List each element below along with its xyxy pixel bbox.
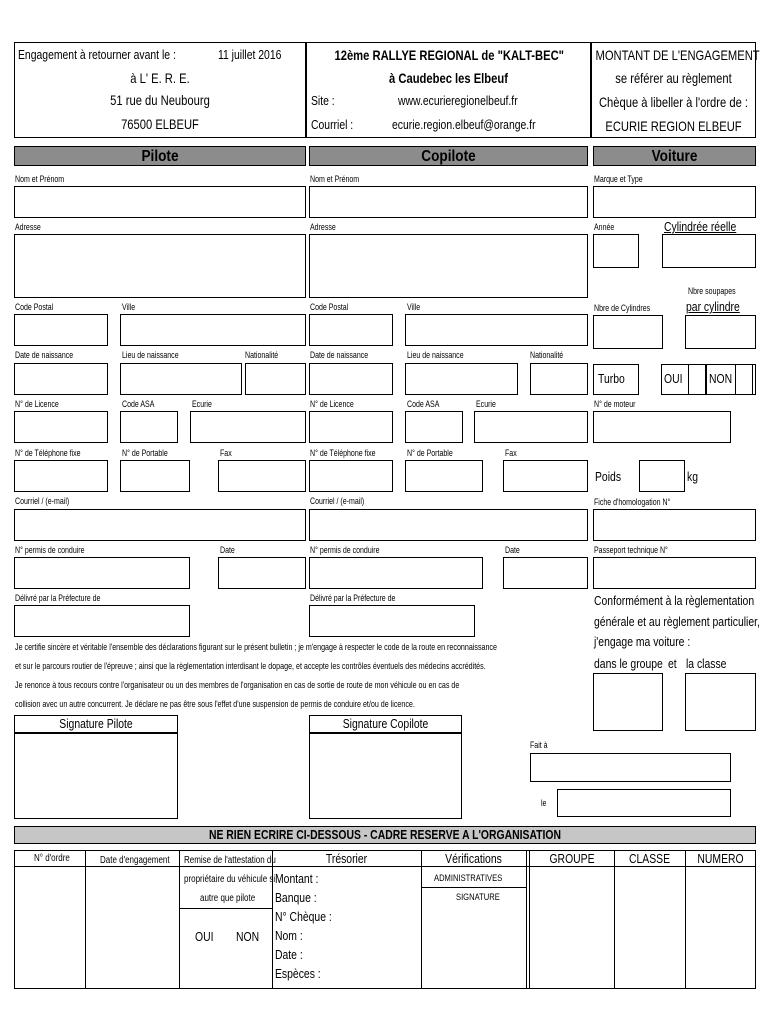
passeport-field[interactable] — [593, 557, 756, 589]
org-table — [14, 850, 756, 989]
certification-line-3: Je renonce à tous recours contre l'organisateur ou un des membres de l'organisation en cas de sortie de route de mon véhicule ou en cas de — [15, 680, 460, 691]
org-col-sep — [421, 850, 422, 989]
pilote-courriel-field[interactable] — [14, 509, 306, 541]
copilote-ecurie-label: Ecurie — [476, 399, 496, 409]
copilote-lieu-field[interactable] — [405, 363, 518, 395]
copilote-courriel-label: Courriel / (e-mail) — [310, 496, 365, 506]
org-banque: Banque : — [275, 890, 317, 905]
pilote-permis-field[interactable] — [14, 557, 190, 589]
copilote-nom-label: Nom et Prénom — [310, 174, 360, 184]
org-col-groupe: GROUPE — [549, 851, 595, 866]
pilote-nom-field[interactable] — [14, 186, 306, 218]
signature-copilote-field[interactable] — [309, 733, 462, 819]
marque-label: Marque et Type — [594, 174, 643, 184]
marque-field[interactable] — [593, 186, 756, 218]
copilote-naissance-label: Date de naissance — [310, 350, 369, 360]
org-col-remise-3: autre que pilote — [200, 893, 256, 904]
org-col-ordre: N° d'ordre — [34, 853, 70, 864]
classe-label: la classe — [686, 656, 727, 671]
signature-pilote-title: Signature Pilote — [59, 716, 133, 731]
org-remise-oui: OUI — [195, 929, 214, 944]
certification-line-2: et sur le parcours routier de l'épreuve ; ainsi que la règlementation interdisant le dopage, et accepte les contrôles éventuels des médecins accrédités. — [15, 661, 486, 672]
copilote-permis-field[interactable] — [309, 557, 483, 589]
pilote-ecurie-field[interactable] — [190, 411, 306, 443]
signature-copilote-title: Signature Copilote — [342, 716, 429, 731]
moteur-label: N° de moteur — [594, 399, 636, 409]
copilote-naissance-field[interactable] — [309, 363, 393, 395]
org-col-remise-2: propriétaire du véhicule si — [184, 874, 276, 885]
section-pilote: Pilote — [14, 146, 306, 166]
signature-pilote-field[interactable] — [14, 733, 178, 819]
kg-label: kg — [687, 469, 698, 484]
copilote-ville-field[interactable] — [405, 314, 588, 346]
section-copilote: Copilote — [309, 146, 588, 166]
org-col-verif: Vérifications — [445, 851, 502, 866]
copilote-adresse-label: Adresse — [310, 222, 336, 232]
turbo-label: Turbo — [598, 371, 625, 386]
turbo-non-checkbox[interactable] — [735, 364, 753, 395]
org-col-sep — [614, 850, 615, 989]
soupapes-label-2: par cylindre — [686, 299, 740, 314]
header-deadline-date: 11 juillet 2016 — [218, 47, 282, 62]
copilote-permis-date-label: Date — [505, 545, 520, 555]
turbo-oui-checkbox[interactable] — [688, 364, 706, 395]
email-link[interactable]: ecurie.region.elbeuf@orange.fr — [392, 117, 536, 132]
pilote-portable-label: N° de Portable — [122, 448, 168, 458]
section-voiture: Voiture — [593, 146, 756, 166]
org-date: Date : — [275, 947, 303, 962]
pilote-adresse-label: Adresse — [15, 222, 41, 232]
org-verif-signature: SIGNATURE — [456, 892, 500, 903]
annee-field[interactable] — [593, 234, 639, 268]
header-street: 51 rue du Neubourg — [110, 92, 210, 108]
pilote-tel-label: N° de Téléphone fixe — [15, 448, 81, 458]
cylindree-field[interactable] — [662, 234, 756, 268]
site-url-link[interactable]: www.ecurieregionelbeuf.fr — [398, 93, 518, 108]
pilote-naissance-field[interactable] — [14, 363, 108, 395]
org-col-sep — [685, 850, 686, 989]
org-admin-line — [421, 887, 526, 888]
pilote-permis-date-label: Date — [220, 545, 235, 555]
copilote-nationalite-label: Nationalité — [530, 350, 564, 360]
pilote-adresse-field[interactable] — [14, 234, 306, 298]
fee-payee: ECURIE REGION ELBEUF — [605, 118, 742, 134]
copilote-licence-field[interactable] — [309, 411, 393, 443]
copilote-fax-label: Fax — [505, 448, 517, 458]
copilote-ecurie-field[interactable] — [474, 411, 588, 443]
pilote-nationalite-label: Nationalité — [245, 350, 279, 360]
header-deadline-label: Engagement à retourner avant le : — [18, 47, 176, 62]
header-city: 76500 ELBEUF — [121, 116, 199, 132]
copilote-lieu-label: Lieu de naissance — [407, 350, 464, 360]
nb-cylindres-label: Nbre de Cylindres — [594, 303, 651, 313]
copilote-adresse-field[interactable] — [309, 234, 588, 298]
certification-line-1: Je certifie sincère et véritable l'ensemble des déclarations figurant sur le présent bulletin ; je m'engage à respecter le code de la route en reconnaissance — [15, 642, 497, 653]
soupapes-field[interactable] — [685, 315, 756, 349]
passeport-label: Passeport technique N° — [594, 545, 668, 555]
org-remise-non: NON — [236, 929, 260, 944]
org-col-numero: NUMERO — [697, 851, 744, 866]
pilote-ville-label: Ville — [122, 302, 136, 312]
annee-label: Année — [594, 222, 615, 232]
copilote-ville-label: Ville — [407, 302, 421, 312]
copilote-portable-label: N° de Portable — [407, 448, 453, 458]
cylindree-label: Cylindrée réelle — [664, 219, 737, 234]
org-col-classe: CLASSE — [628, 851, 671, 866]
pilote-nom-label: Nom et Prénom — [15, 174, 65, 184]
groupe-field[interactable] — [593, 673, 663, 731]
pilote-lieu-label: Lieu de naissance — [122, 350, 179, 360]
pilote-lieu-field[interactable] — [120, 363, 242, 395]
fee-rules-note: se référer au règlement — [615, 70, 732, 86]
org-remise-line — [179, 908, 272, 909]
copilote-tel-label: N° de Téléphone fixe — [310, 448, 376, 458]
date-field[interactable] — [557, 789, 731, 817]
copilote-nationalite-field[interactable] — [530, 363, 588, 395]
pilote-prefecture-label: Délivré par la Préfecture de — [15, 593, 101, 603]
pilote-tel-field[interactable] — [14, 460, 108, 492]
pilote-permis-date-field[interactable] — [218, 557, 306, 589]
copilote-courriel-field[interactable] — [309, 509, 588, 541]
org-col-tresorier: Trésorier — [325, 851, 368, 866]
pilote-asa-field[interactable] — [120, 411, 178, 443]
pilote-courriel-label: Courriel / (e-mail) — [15, 496, 70, 506]
org-col-sep — [526, 850, 527, 989]
copilote-fax-field[interactable] — [503, 460, 588, 492]
org-col-sep — [529, 850, 530, 989]
copilote-tel-field[interactable] — [309, 460, 393, 492]
pilote-nationalite-field[interactable] — [245, 363, 306, 395]
copilote-asa-field[interactable] — [405, 411, 463, 443]
fait-a-field[interactable] — [530, 753, 731, 782]
fee-title: MONTANT DE L'ENGAGEMENT — [595, 47, 760, 63]
homologation-field[interactable] — [593, 509, 756, 541]
copilote-nom-field[interactable] — [309, 186, 588, 218]
org-verif-admin: ADMINISTRATIVES — [434, 873, 503, 884]
copilote-permis-date-field[interactable] — [503, 557, 588, 589]
pilote-prefecture-field[interactable] — [14, 605, 190, 637]
poids-label: Poids — [595, 469, 622, 484]
pilote-licence-field[interactable] — [14, 411, 108, 443]
moteur-field[interactable] — [593, 411, 731, 443]
homologation-label: Fiche d'homologation N° — [594, 497, 671, 507]
poids-field[interactable] — [639, 460, 685, 492]
copilote-licence-label: N° de Licence — [310, 399, 354, 409]
org-col-sep — [272, 850, 273, 989]
classe-field[interactable] — [685, 673, 756, 731]
org-banner-text: NE RIEN ECRIRE CI-DESSOUS - CADRE RESERVE A L'ORGANISATION — [208, 827, 562, 842]
certification-line-4: collision avec un autre concurrent. Je déclare ne pas être sous l'effet d'une suspension de permis de conduire et/ou de licence. — [15, 699, 415, 710]
event-title: 12ème RALLYE REGIONAL de "KALT-BEC" — [334, 47, 564, 63]
event-location: à Caudebec les Elbeuf — [389, 70, 508, 86]
org-cheque: N° Chèque : — [275, 909, 332, 924]
pilote-ecurie-label: Ecurie — [192, 399, 212, 409]
copilote-cp-label: Code Postal — [310, 302, 349, 312]
pilote-fax-field[interactable] — [218, 460, 306, 492]
pilote-asa-label: Code ASA — [122, 399, 155, 409]
pilote-licence-label: N° de Licence — [15, 399, 59, 409]
copilote-asa-label: Code ASA — [407, 399, 440, 409]
email-label: Courriel : — [311, 117, 354, 132]
org-col-sep — [179, 850, 180, 989]
org-montant: Montant : — [275, 871, 319, 886]
org-col-date: Date d'engagement — [100, 855, 170, 866]
copilote-permis-label: N° permis de conduire — [310, 545, 380, 555]
pilote-ville-field[interactable] — [120, 314, 306, 346]
fee-cheque-note: Chèque à libeller à l'ordre de : — [598, 94, 749, 110]
fait-a-label: Fait à — [530, 740, 548, 750]
copilote-prefecture-field[interactable] — [309, 605, 475, 637]
org-col-remise-1: Remise de l'attestation du — [184, 855, 276, 866]
pilote-naissance-label: Date de naissance — [15, 350, 74, 360]
org-especes: Espèces : — [275, 966, 321, 981]
conform-text-1: Conformément à la règlementation — [594, 593, 755, 608]
turbo-non-label: NON — [709, 371, 733, 386]
conform-text-3: j'engage ma voiture : — [594, 634, 691, 649]
copilote-prefecture-label: Délivré par la Préfecture de — [310, 593, 396, 603]
le-label: le — [541, 798, 547, 808]
org-nom: Nom : — [275, 928, 303, 943]
pilote-cp-label: Code Postal — [15, 302, 54, 312]
pilote-cp-field[interactable] — [14, 314, 108, 346]
soupapes-label-1: Nbre soupapes — [688, 286, 736, 296]
header-recipient: à L' E. R. E. — [130, 70, 190, 86]
site-label: Site : — [311, 93, 335, 108]
copilote-portable-field[interactable] — [405, 460, 483, 492]
copilote-cp-field[interactable] — [309, 314, 393, 346]
et-label: et — [668, 656, 677, 671]
turbo-oui-label: OUI — [664, 371, 683, 386]
nb-cylindres-field[interactable] — [593, 315, 663, 349]
pilote-permis-label: N° permis de conduire — [15, 545, 85, 555]
org-col-sep — [85, 850, 86, 989]
groupe-label: dans le groupe — [594, 656, 663, 671]
conform-text-2: générale et au règlement particulier, — [594, 614, 760, 629]
pilote-fax-label: Fax — [220, 448, 232, 458]
pilote-portable-field[interactable] — [120, 460, 190, 492]
